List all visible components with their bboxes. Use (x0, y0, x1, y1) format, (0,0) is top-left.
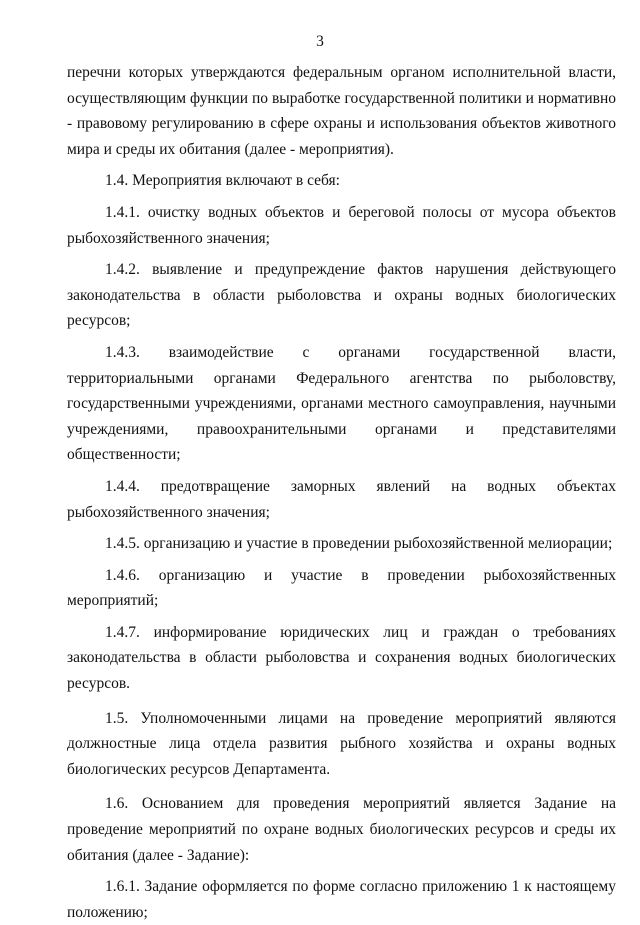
paragraph-intro: перечни которых утверждаются федеральным органом исполнительной власти, осуществляющим функции по выработке государственной политики и нормативно - правовому регулированию в сфере охраны и использования объектов животного мира и среды их обитания (далее - мероприятия). (67, 64, 616, 158)
paragraph-1-5: 1.5. Уполномоченными лицами на проведение мероприятий являются должностные лица отдела развития рыбного хозяйства и охраны водных биологических ресурсов Департамента. (67, 709, 616, 778)
paragraph-1-6-1: 1.6.1. Задание оформляется по форме согласно приложению 1 к настоящему положению; (67, 878, 616, 921)
paragraph-1-4-7: 1.4.7. информирование юридических лиц и граждан о требованиях законодательства в области рыболовства и сохранения водных биологических ресурсов. (67, 623, 616, 693)
page-number: 3 (316, 33, 324, 50)
paragraph-1-4-3: 1.4.3. взаимодействие с органами государственной власти, территориальными органами Федерального агентства по рыболовству, государственными учреждениями, органами местного самоуправления, научными учреждениями, правоохранительными органами и представителями общественности; (67, 343, 616, 464)
paragraph-1-4-5: 1.4.5. организацию и участие в проведении рыбохозяйственной мелиорации; (105, 535, 613, 553)
paragraph-1-4-6: 1.4.6. организацию и участие в проведении рыбохозяйственных мероприятий; (67, 566, 616, 610)
paragraph-1-4-4: 1.4.4. предотвращение заморных явлений на водных объектах рыбохозяйственного значения; (67, 477, 616, 521)
paragraph-1-4-2: 1.4.2. выявление и предупреждение фактов нарушения действующего законодательства в области рыболовства и охраны водных биологических ресурсов; (67, 261, 616, 330)
paragraph-1-6: 1.6. Основанием для проведения мероприятий является Задание на проведение мероприятий по охране водных биологических ресурсов и среды их обитания (далее - Задание): (67, 795, 616, 864)
document-body (67, 60, 616, 925)
paragraph-1-4-1: 1.4.1. очистку водных объектов и береговой полосы от мусора объектов рыбохозяйственного значения; (67, 203, 616, 247)
paragraph-1-4: 1.4. Мероприятия включают в себя: (105, 172, 340, 190)
